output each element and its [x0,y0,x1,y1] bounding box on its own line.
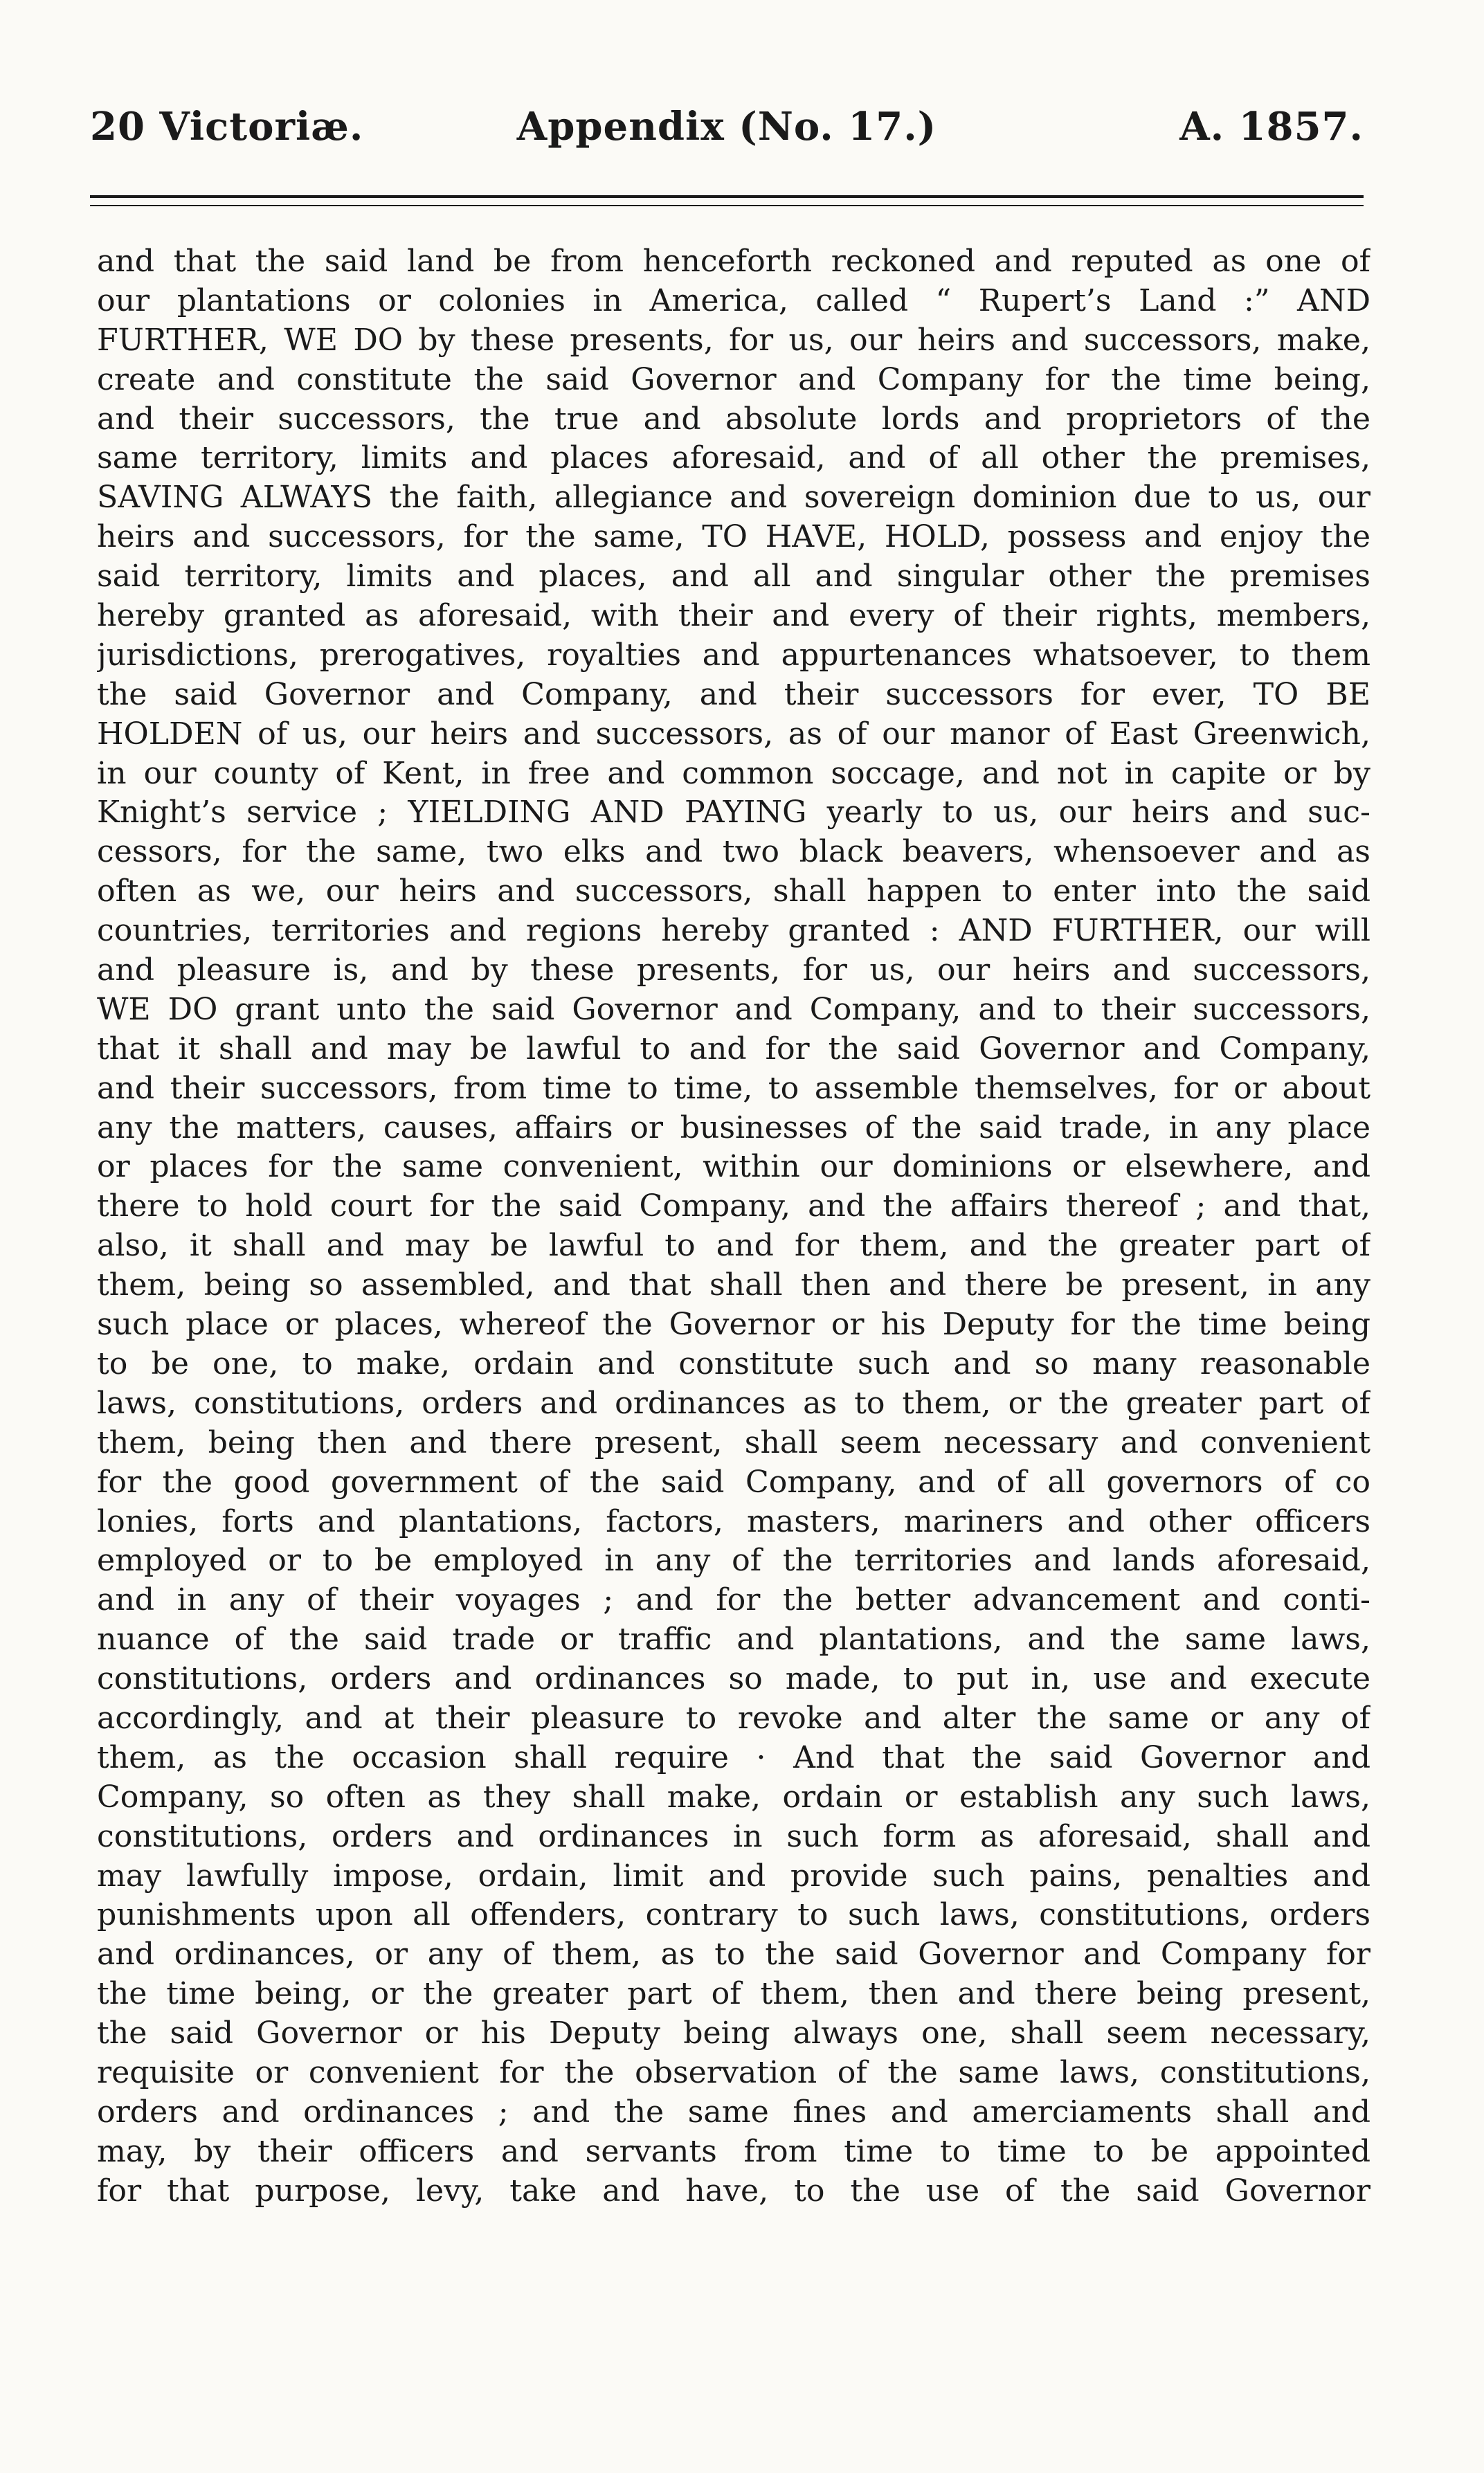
header-appendix: Appendix (No. 17.) [516,104,937,150]
text-line: requisite or convenient for the observation of the same laws, constitutions, [97,2054,1370,2090]
text-line: employed or to be employed in any of the territories and lands aforesaid, [97,1543,1370,1579]
text-line: to be one, to make, ordain and constitute such and so many reasonable [97,1346,1370,1382]
header-session: 20 Victoriæ. [90,104,364,150]
text-line: the said Governor and Company, and their successors for ever, TO BE [97,676,1370,712]
text-line: in our county of Kent, in free and common soccage, and not in capite or by [97,755,1370,791]
text-line: them, being so assembled, and that shall then and there be present, in any [97,1267,1370,1303]
text-line: and their successors, from time to time, to assemble themselves, for or about [97,1070,1370,1106]
text-line: any the matters, causes, affairs or businesses of the said trade, in any place [97,1109,1370,1145]
text-line: HOLDEN of us, our heirs and successors, as of our manor of East Greenwich, [97,716,1370,752]
text-line: and that the said land be from henceforth reckoned and reputed as one of [97,244,1370,279]
text-line: same territory, limits and places aforesaid, and of all other the premises, [97,440,1370,476]
header-rule-thick [90,195,1364,198]
text-line: them, being then and there present, shall seem necessary and convenient [97,1424,1370,1460]
text-line: punishments upon all offenders, contrary to such laws, constitutions, orders [97,1897,1370,1933]
text-line: and in any of their voyages ; and for the better advancement and conti- [97,1582,1370,1618]
text-line: such place or places, whereof the Governor or his Deputy for the time being [97,1307,1370,1343]
header-year: A. 1857. [1179,104,1364,150]
text-line: for the good government of the said Company, and of all governors of co [97,1464,1370,1500]
text-line: the said Governor or his Deputy being always one, shall seem necessary, [97,2015,1370,2051]
text-line: FURTHER, WE DO by these presents, for us, our heirs and successors, make, [97,322,1370,358]
header-rule-thin [90,205,1364,206]
text-line: for that purpose, levy, take and have, to the use of the said Governor [97,2173,1370,2209]
text-line: often as we, our heirs and successors, shall happen to enter into the said [97,873,1370,909]
text-line: may lawfully impose, ordain, limit and provide such pains, penalties and [97,1858,1370,1894]
text-line: and ordinances, or any of them, as to the said Governor and Company for [97,1937,1370,1973]
text-line: constitutions, orders and ordinances so made, to put in, use and execute [97,1661,1370,1697]
text-line: also, it shall and may be lawful to and for them, and the greater part of [97,1228,1370,1264]
text-line: Knight’s service ; YIELDING AND PAYING yearly to us, our heirs and suc- [97,795,1370,831]
text-line: the time being, or the greater part of them, then and there being present, [97,1976,1370,2012]
text-line: heirs and successors, for the same, TO HAVE, HOLD, possess and enjoy the [97,519,1370,555]
text-line: jurisdictions, prerogatives, royalties and appurtenances whatsoever, to them [97,637,1370,673]
text-line: SAVING ALWAYS the faith, allegiance and sovereign dominion due to us, our [97,480,1370,516]
text-line: orders and ordinances ; and the same fines and amerciaments shall and [97,2094,1370,2130]
text-line: there to hold court for the said Company, and the affairs thereof ; and that, [97,1188,1370,1224]
text-line: lonies, forts and plantations, factors, masters, mariners and other officers [97,1503,1370,1539]
text-line: accordingly, and at their pleasure to revoke and alter the same or any of [97,1700,1370,1736]
text-line: them, as the occasion shall require · And that the said Governor and [97,1739,1370,1775]
page-header [90,104,1364,159]
text-line: nuance of the said trade or traffic and plantations, and the same laws, [97,1622,1370,1658]
text-line: constitutions, orders and ordinances in such form as aforesaid, shall and [97,1818,1370,1854]
body-text [97,242,1370,2211]
text-line: WE DO grant unto the said Governor and Company, and to their successors, [97,991,1370,1027]
text-line: may, by their officers and servants from time to time to be appointed [97,2133,1370,2169]
text-line: countries, territories and regions hereby granted : AND FURTHER, our will [97,913,1370,949]
text-line: that it shall and may be lawful to and for the said Governor and Company, [97,1031,1370,1067]
text-line: hereby granted as aforesaid, with their and every of their rights, members, [97,598,1370,634]
text-line: our plantations or colonies in America, called “ Rupert’s Land :” AND [97,282,1370,318]
text-line: Company, so often as they shall make, ordain or establish any such laws, [97,1779,1370,1815]
text-line: and pleasure is, and by these presents, for us, our heirs and successors, [97,952,1370,988]
text-line: or places for the same convenient, within our dominions or elsewhere, and [97,1149,1370,1185]
text-line: create and constitute the said Governor and Company for the time being, [97,361,1370,397]
text-line: and their successors, the true and absolute lords and proprietors of the [97,401,1370,437]
text-line: laws, constitutions, orders and ordinances as to them, or the greater part of [97,1385,1370,1421]
text-line: cessors, for the same, two elks and two black beavers, whensoever and as [97,834,1370,870]
text-line: said territory, limits and places, and all and singular other the premises [97,559,1370,595]
